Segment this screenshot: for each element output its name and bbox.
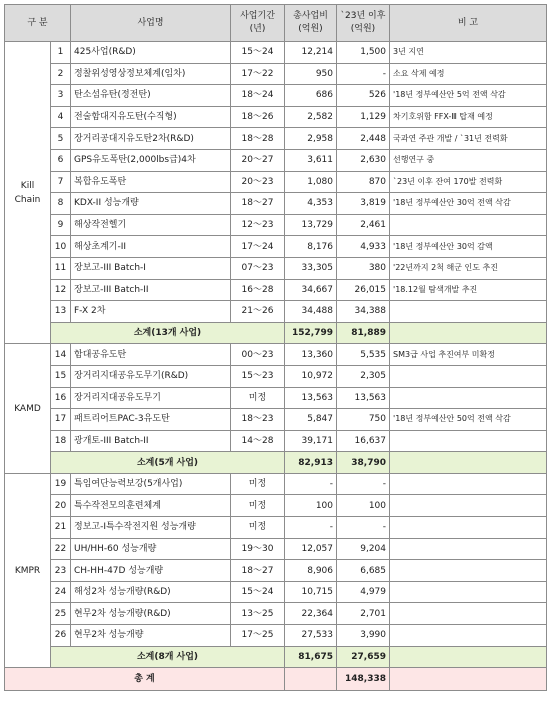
row-name: 장보고-III Batch-I (71, 257, 231, 279)
row-period: 17～24 (231, 236, 285, 258)
subtotal-total: 81,675 (285, 646, 337, 668)
table-row (5, 538, 547, 560)
row-no: 23 (51, 560, 71, 582)
row-name: 전술함대지유도탄(수직형) (71, 106, 231, 128)
row-note: 차기호위함 FFX-Ⅲ 탑재 예정 (390, 106, 547, 128)
row-note: 국과연 주관 개발 / `31년 전력화 (390, 128, 547, 150)
row-name: 함대공유도탄 (71, 344, 231, 366)
row-note: 소요 삭제 예정 (390, 63, 547, 85)
row-after: 6,685 (337, 560, 390, 582)
subtotal-row (5, 452, 547, 474)
row-total: 3,611 (285, 149, 337, 171)
row-period: 미정 (231, 387, 285, 409)
row-after: 3,819 (337, 193, 390, 215)
table-row (5, 193, 547, 215)
row-after: - (337, 517, 390, 539)
row-period: 20～23 (231, 171, 285, 193)
row-period: 18～28 (231, 128, 285, 150)
row-note (390, 517, 547, 539)
subtotal-total: 82,913 (285, 452, 337, 474)
header-row (5, 5, 547, 42)
group-label-kamd: KAMD (5, 344, 51, 474)
table-row (5, 517, 547, 539)
row-note (390, 538, 547, 560)
grand-total-after: 148,338 (337, 668, 390, 691)
table-row (5, 149, 547, 171)
row-total: 13,360 (285, 344, 337, 366)
row-note: '22년까지 2척 해군 인도 추진 (390, 257, 547, 279)
row-no: 6 (51, 149, 71, 171)
row-name: 장거리지대공유도무기(R&D) (71, 365, 231, 387)
table-row (5, 236, 547, 258)
table-row (5, 625, 547, 647)
row-after: 4,933 (337, 236, 390, 258)
table-row (5, 63, 547, 85)
row-note: '18년 정부예산안 5억 전액 삭감 (390, 85, 547, 107)
row-after: 2,461 (337, 214, 390, 236)
row-no: 5 (51, 128, 71, 150)
table-row (5, 430, 547, 452)
row-name: 현무2차 성능개량(R&D) (71, 603, 231, 625)
row-name: KDX-II 성능개량 (71, 193, 231, 215)
row-total: 39,171 (285, 430, 337, 452)
row-period: 18～27 (231, 193, 285, 215)
subtotal-label: 소계(8개 사업) (51, 646, 285, 668)
row-after: 9,204 (337, 538, 390, 560)
subtotal-after: 38,790 (337, 452, 390, 474)
header-note: 비 고 (390, 5, 547, 42)
row-note: SM3급 사업 추진여부 미확정 (390, 344, 547, 366)
subtotal-label: 소계(13개 사업) (51, 322, 285, 344)
row-note: `23년 이후 잔여 170발 전력화 (390, 171, 547, 193)
row-total: 1,080 (285, 171, 337, 193)
row-note: '18년 정부예산안 30억 전액 삭감 (390, 193, 547, 215)
row-total: 33,305 (285, 257, 337, 279)
row-total: 10,715 (285, 581, 337, 603)
row-note (390, 365, 547, 387)
row-name: 광개토-III Batch-II (71, 430, 231, 452)
row-note (390, 603, 547, 625)
row-total: 8,906 (285, 560, 337, 582)
subtotal-after: 81,889 (337, 322, 390, 344)
row-after: 3,990 (337, 625, 390, 647)
row-no: 18 (51, 430, 71, 452)
row-after: 2,448 (337, 128, 390, 150)
row-total: 2,582 (285, 106, 337, 128)
header-name: 사업명 (71, 5, 231, 42)
grand-total-note (390, 668, 547, 691)
row-no: 8 (51, 193, 71, 215)
row-no: 16 (51, 387, 71, 409)
table-row (5, 560, 547, 582)
row-no: 26 (51, 625, 71, 647)
header-period: 사업기간 (년) (231, 5, 285, 42)
row-name: 특임여단능력보강(5개사업) (71, 473, 231, 495)
row-total: 5,847 (285, 409, 337, 431)
row-after: 26,015 (337, 279, 390, 301)
row-note: '18년 정부예산안 30억 감액 (390, 236, 547, 258)
row-no: 9 (51, 214, 71, 236)
row-after: 2,630 (337, 149, 390, 171)
table-row (5, 214, 547, 236)
row-period: 18～26 (231, 106, 285, 128)
row-period: 미정 (231, 473, 285, 495)
row-note (390, 301, 547, 323)
row-note (390, 495, 547, 517)
table-row (5, 301, 547, 323)
row-note (390, 387, 547, 409)
row-no: 1 (51, 42, 71, 64)
row-after: - (337, 63, 390, 85)
row-after: 34,388 (337, 301, 390, 323)
row-after: 526 (337, 85, 390, 107)
row-no: 2 (51, 63, 71, 85)
row-note (390, 430, 547, 452)
table-row (5, 257, 547, 279)
row-period: 15～24 (231, 581, 285, 603)
row-total: 100 (285, 495, 337, 517)
row-after: 5,535 (337, 344, 390, 366)
row-no: 4 (51, 106, 71, 128)
row-note (390, 473, 547, 495)
row-period: 16～28 (231, 279, 285, 301)
row-after: 13,563 (337, 387, 390, 409)
row-period: 18～23 (231, 409, 285, 431)
row-period: 미정 (231, 495, 285, 517)
row-period: 17～25 (231, 625, 285, 647)
row-total: 2,958 (285, 128, 337, 150)
row-after: 1,129 (337, 106, 390, 128)
row-period: 00～23 (231, 344, 285, 366)
row-no: 19 (51, 473, 71, 495)
row-after: 870 (337, 171, 390, 193)
row-total: 34,667 (285, 279, 337, 301)
grand-total-total (285, 668, 337, 691)
row-no: 14 (51, 344, 71, 366)
row-name: 장보고-III Batch-II (71, 279, 231, 301)
row-total: 12,057 (285, 538, 337, 560)
row-period: 21～26 (231, 301, 285, 323)
subtotal-note (390, 322, 547, 344)
subtotal-note (390, 452, 547, 474)
table-row (5, 473, 547, 495)
row-name: 탄소섬유탄(정전탄) (71, 85, 231, 107)
row-total: - (285, 517, 337, 539)
row-no: 17 (51, 409, 71, 431)
row-after: 4,979 (337, 581, 390, 603)
row-no: 7 (51, 171, 71, 193)
table-row (5, 365, 547, 387)
row-after: 16,637 (337, 430, 390, 452)
table-row (5, 106, 547, 128)
row-period: 19～30 (231, 538, 285, 560)
subtotal-after: 27,659 (337, 646, 390, 668)
row-name: CH-HH-47D 성능개량 (71, 560, 231, 582)
row-name: 장거리공대지유도탄2차(R&D) (71, 128, 231, 150)
row-note: '18.12월 탐색개발 추진 (390, 279, 547, 301)
row-note (390, 214, 547, 236)
row-period: 17～22 (231, 63, 285, 85)
row-name: 패트리어트PAC-3유도탄 (71, 409, 231, 431)
row-no: 15 (51, 365, 71, 387)
table-row (5, 409, 547, 431)
row-no: 21 (51, 517, 71, 539)
row-total: 22,364 (285, 603, 337, 625)
row-total: 13,563 (285, 387, 337, 409)
row-note: 선행연구 중 (390, 149, 547, 171)
table-row (5, 128, 547, 150)
table-row (5, 495, 547, 517)
subtotal-label: 소계(5개 사업) (51, 452, 285, 474)
row-name: 특수작전모의훈련체계 (71, 495, 231, 517)
header-after23: `23년 이후 (억원) (337, 5, 390, 42)
row-after: 2,701 (337, 603, 390, 625)
table-row (5, 581, 547, 603)
row-note: '18년 정부예산안 50억 전액 삭감 (390, 409, 547, 431)
header-group: 구 분 (5, 5, 71, 42)
budget-table (4, 4, 547, 691)
row-total: 950 (285, 63, 337, 85)
subtotal-row (5, 646, 547, 668)
row-total: - (285, 473, 337, 495)
row-no: 3 (51, 85, 71, 107)
row-total: 10,972 (285, 365, 337, 387)
row-no: 11 (51, 257, 71, 279)
row-period: 15～23 (231, 365, 285, 387)
row-total: 13,729 (285, 214, 337, 236)
row-total: 12,214 (285, 42, 337, 64)
row-note (390, 581, 547, 603)
table-row (5, 279, 547, 301)
row-after: - (337, 473, 390, 495)
row-no: 20 (51, 495, 71, 517)
row-name: 해성2차 성능개량(R&D) (71, 581, 231, 603)
row-name: 복합유도폭탄 (71, 171, 231, 193)
row-note (390, 560, 547, 582)
row-no: 12 (51, 279, 71, 301)
row-name: F-X 2차 (71, 301, 231, 323)
row-no: 24 (51, 581, 71, 603)
row-period: 18～24 (231, 85, 285, 107)
row-period: 14～28 (231, 430, 285, 452)
row-name: 해상작전헬기 (71, 214, 231, 236)
table-row (5, 603, 547, 625)
table-row (5, 85, 547, 107)
row-total: 27,533 (285, 625, 337, 647)
row-note (390, 625, 547, 647)
row-name: GPS유도폭탄(2,000lbs급)4차 (71, 149, 231, 171)
row-period: 20～27 (231, 149, 285, 171)
row-total: 4,353 (285, 193, 337, 215)
table-row (5, 344, 547, 366)
row-name: 정찰위성영상정보체계(임차) (71, 63, 231, 85)
row-name: 425사업(R&D) (71, 42, 231, 64)
row-name: UH/HH-60 성능개량 (71, 538, 231, 560)
table-row (5, 42, 547, 64)
row-period: 12～23 (231, 214, 285, 236)
row-note: 3년 지연 (390, 42, 547, 64)
row-after: 2,305 (337, 365, 390, 387)
grand-total-row (5, 668, 547, 691)
group-label-kill-chain: Kill Chain (5, 42, 51, 344)
subtotal-total: 152,799 (285, 322, 337, 344)
row-no: 25 (51, 603, 71, 625)
row-no: 10 (51, 236, 71, 258)
row-period: 07～23 (231, 257, 285, 279)
row-no: 22 (51, 538, 71, 560)
row-after: 1,500 (337, 42, 390, 64)
row-total: 34,488 (285, 301, 337, 323)
table-row (5, 171, 547, 193)
row-after: 750 (337, 409, 390, 431)
row-period: 미정 (231, 517, 285, 539)
row-after: 100 (337, 495, 390, 517)
row-period: 13～25 (231, 603, 285, 625)
row-total: 8,176 (285, 236, 337, 258)
grand-total-label: 총 계 (5, 668, 285, 691)
row-name: 현무2차 성능개량 (71, 625, 231, 647)
row-period: 15～24 (231, 42, 285, 64)
row-name: 정보고-I특수작전지원 성능개량 (71, 517, 231, 539)
group-label-kmpr: KMPR (5, 473, 51, 667)
row-no: 13 (51, 301, 71, 323)
subtotal-note (390, 646, 547, 668)
row-period: 18～27 (231, 560, 285, 582)
row-name: 장거리지대공유도무기 (71, 387, 231, 409)
table-row (5, 387, 547, 409)
row-name: 해상초계기-II (71, 236, 231, 258)
row-after: 380 (337, 257, 390, 279)
header-total: 총사업비 (억원) (285, 5, 337, 42)
row-total: 686 (285, 85, 337, 107)
subtotal-row (5, 322, 547, 344)
